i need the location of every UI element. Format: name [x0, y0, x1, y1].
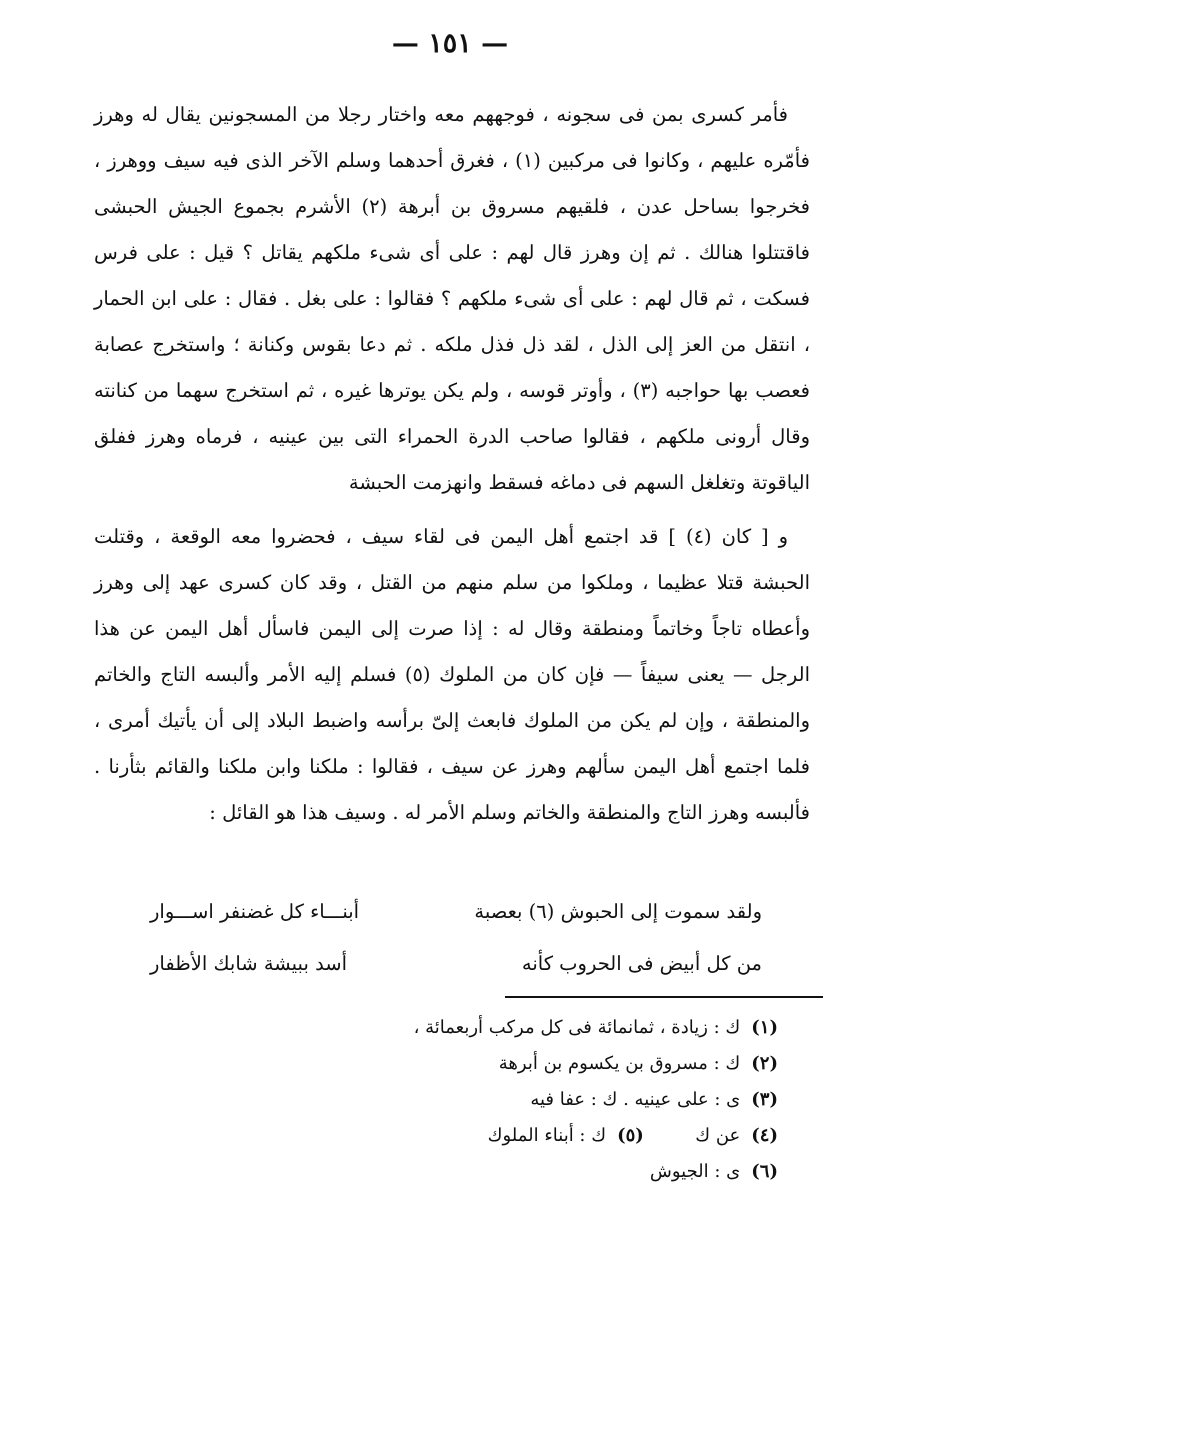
paragraph-2: و [ كان (٤) ] قد اجتمع أهل اليمن فى لقاء سيف ، فحضروا معه الوقعة ، وقتلت الحبشة قتلا عظيما ، وملكوا من سلم منهم من القتل ، وقد كان كسرى عهد إلى وهرز وأعطاه تاجاً وخاتماً ومنطقة وقال له : إذا صرت إلى اليمن فاسأل أهل اليمن عن هذا الرجل — يعنى سيفاً — فإن كان من الملوك (٥) فسلم إليه الأمر وألبسه التاج والخاتم والمنطقة ، وإن لم يكن من الملوك فابعث إلىّ برأسه واضبط البلاد إلى أن يأتيك أمرى ، فلما اجتمع أهل اليمن سألهم وهرز عن سيف ، فقالوا : ملكنا وابن ملكنا والقائم بثأرنا . فألبسه وهرز التاج والمنطقة والخاتم وسلم الأمر له . وسيف هذا هو القائل : — [94, 525, 810, 824]
footnote-3 — [300, 1082, 778, 1118]
footnote-number: (٢) — [751, 1053, 778, 1074]
footnote-number: (٦) — [751, 1161, 778, 1182]
footnote-number: (٤) — [751, 1125, 778, 1146]
footnotes — [300, 1010, 778, 1190]
verse-1-first-hemistich: ولقد سموت إلى الحبوش (٦) بعصبة — [474, 900, 762, 923]
page-number: — ١٥١ — — [391, 28, 509, 59]
footnote-1 — [300, 1010, 778, 1046]
poem-verse-1 — [150, 886, 762, 938]
footnote-text: ى : الجيوش — [649, 1161, 741, 1182]
footnote-2 — [300, 1046, 778, 1082]
footnote-text: ى : على عينيه . ك : عفا فيه — [530, 1089, 741, 1110]
main-text — [94, 92, 810, 836]
paragraph-1: فأمر كسرى بمن فى سجونه ، فوجههم معه واختار رجلا من المسجونين يقال له وهرز فأمّره عليهم ، وكانوا فى مركبين (١) ، فغرق أحدهما وسلم الآخر الذى فيه سيف ووهرز ، فخرجوا بساحل عدن ، فلقيهم مسروق بن أبرهة (٢) الأشرم بجموع الجيش الحبشى فاقتتلوا هنالك . ثم إن وهرز قال لهم : على أى شىء ملكهم يقاتل ؟ قيل : على فرس فسكت ، ثم قال لهم : على أى شىء ملكهم ؟ فقالوا : على بغل . فقال : على ابن الحمار ، انتقل من العز إلى الذل ، لقد ذل فذل ملكه . ثم دعا بقوس وكنانة ؛ واستخرج عصابة فعصب بها حواجبه (٣) ، وأوتر قوسه ، ولم يكن يوترها غيره ، ثم استخرج سهما من كنانته وقال أرونى ملكهم ، فقالوا صاحب الدرة الحمراء التى بين عينيه ، فرماه وهرز ففلق الياقوتة وتغلغل السهم فى دماغه فسقط وانهزمت الحبشة — [94, 103, 811, 494]
footnote-text: ك : مسروق بن يكسوم بن أبرهة — [498, 1053, 741, 1074]
verse-2-second-hemistich: أسد ببيشة شابك الأظفار — [150, 952, 348, 975]
poem — [150, 886, 762, 990]
verse-1-second-hemistich: أبنـــاء كل غضنفر اســـوار — [150, 900, 360, 923]
footnote-number: (١) — [751, 1017, 778, 1038]
verse-2-first-hemistich: من كل أبيض فى الحروب كأنه — [521, 952, 762, 975]
poem-verse-2 — [150, 938, 762, 990]
footnote-number: (٣) — [751, 1089, 778, 1110]
footnote-text: عن ك — [695, 1125, 741, 1146]
footnote-4-5 — [300, 1118, 778, 1154]
footnote-divider — [505, 996, 823, 998]
footnote-text: ك : زيادة ، ثمانمائة فى كل مركب أربعمائة ، — [413, 1017, 741, 1038]
footnote-6 — [300, 1154, 778, 1190]
footnote-text: ك : أبناء الملوك — [487, 1125, 607, 1146]
footnote-number: (٥) — [617, 1125, 644, 1146]
